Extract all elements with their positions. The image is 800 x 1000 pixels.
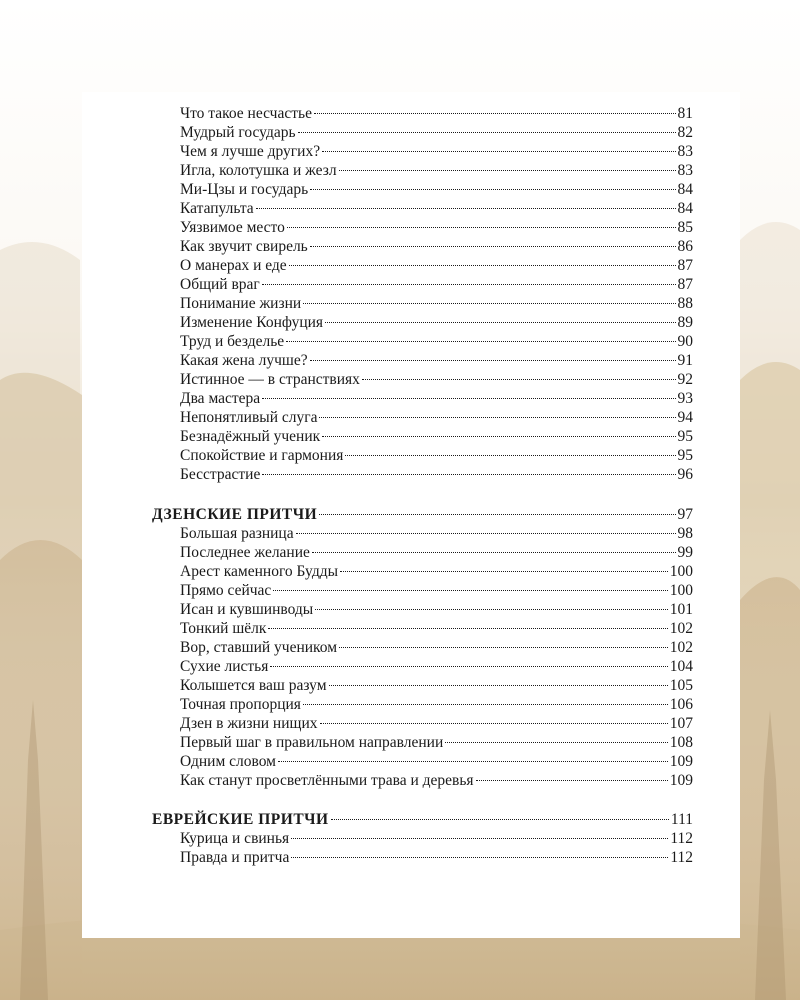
toc-entry-page: 90 xyxy=(677,333,693,350)
toc-entry[interactable] xyxy=(180,428,693,446)
section-title: ЕВРЕЙСКИЕ ПРИТЧИ xyxy=(152,811,329,828)
toc-entry[interactable] xyxy=(180,466,693,484)
toc-entry-page: 82 xyxy=(677,124,693,141)
toc-entry-title: Правда и притча xyxy=(180,849,290,866)
toc-entry-title: Одним словом xyxy=(180,753,276,770)
toc-entry[interactable] xyxy=(180,333,693,351)
toc-entry-title: Точная пропорция xyxy=(180,696,301,713)
toc-entry-title: О манерах и еде xyxy=(180,257,287,274)
toc-entry[interactable] xyxy=(180,447,693,465)
toc-entry[interactable] xyxy=(180,772,693,790)
toc-entry[interactable] xyxy=(180,601,693,619)
toc-entry[interactable] xyxy=(180,314,693,332)
toc-entry[interactable] xyxy=(180,544,693,562)
leader-dots xyxy=(320,723,668,724)
toc-entry-title: Последнее желание xyxy=(180,544,310,561)
toc-entry-page: 100 xyxy=(669,563,693,580)
leader-dots xyxy=(291,857,668,858)
toc-section-zen[interactable] xyxy=(152,506,693,524)
toc-entry-title: Первый шаг в правильном направлении xyxy=(180,734,444,751)
toc-entry[interactable] xyxy=(180,105,693,123)
toc-entry-page: 86 xyxy=(677,238,693,255)
toc-entry[interactable] xyxy=(180,295,693,313)
leader-dots xyxy=(476,780,668,781)
leader-dots xyxy=(270,666,667,667)
toc-entry-page: 101 xyxy=(669,601,693,618)
toc-entry-page: 112 xyxy=(670,830,693,847)
toc-entry-page: 87 xyxy=(677,257,693,274)
toc-entry-title: Большая разница xyxy=(180,525,294,542)
toc-entry[interactable] xyxy=(180,200,693,218)
toc-entry-title: Вор, ставший учеником xyxy=(180,639,338,656)
toc-entry-page: 92 xyxy=(677,371,693,388)
toc-entry-page: 91 xyxy=(677,352,693,369)
toc-section-jewish[interactable] xyxy=(152,811,693,829)
toc-entry-title: Безнадёжный ученик xyxy=(180,428,321,445)
toc-entry[interactable] xyxy=(180,352,693,370)
toc-entry-title: Мудрый государь xyxy=(180,124,296,141)
toc-entry-page: 81 xyxy=(677,105,693,122)
section-title: ДЗЕНСКИЕ ПРИТЧИ xyxy=(152,506,318,523)
toc-entry-page: 84 xyxy=(677,200,693,217)
toc-entry-page: 88 xyxy=(677,295,693,312)
toc-entry-title: Сухие листья xyxy=(180,658,269,675)
leader-dots xyxy=(273,590,667,591)
toc-entry-title: Как станут просветлёнными трава и деревья xyxy=(180,772,474,789)
leader-dots xyxy=(319,417,675,418)
toc-entry-page: 104 xyxy=(669,658,693,675)
toc-entry[interactable] xyxy=(180,238,693,256)
toc-entry-page: 99 xyxy=(677,544,693,561)
leader-dots xyxy=(345,455,675,456)
leader-dots xyxy=(331,819,669,820)
toc-entry[interactable] xyxy=(180,715,693,733)
toc-entry-page: 95 xyxy=(677,447,693,464)
leader-dots xyxy=(291,838,668,839)
leader-dots xyxy=(322,151,675,152)
toc-entry[interactable] xyxy=(180,124,693,142)
leader-dots xyxy=(296,533,676,534)
section-page: 111 xyxy=(670,811,693,828)
leader-dots xyxy=(310,189,675,190)
toc-entry-page: 87 xyxy=(677,276,693,293)
leader-dots xyxy=(322,436,675,437)
toc-entry[interactable] xyxy=(180,830,693,848)
toc-entry-title: Колышется ваш разум xyxy=(180,677,327,694)
toc-entry[interactable] xyxy=(180,525,693,543)
leader-dots xyxy=(262,398,675,399)
toc-entry[interactable] xyxy=(180,390,693,408)
toc-entry-title: Чем я лучше других? xyxy=(180,143,321,160)
toc-entry-title: Прямо сейчас xyxy=(180,582,272,599)
leader-dots xyxy=(340,571,668,572)
toc-entry-page: 96 xyxy=(677,466,693,483)
leader-dots xyxy=(362,379,676,380)
toc-entry-title: Игла, колотушка и жезл xyxy=(180,162,337,179)
leader-dots xyxy=(262,284,676,285)
leader-dots xyxy=(278,761,668,762)
toc-entry-page: 106 xyxy=(669,696,693,713)
leader-dots xyxy=(319,514,675,515)
toc-entry[interactable] xyxy=(180,219,693,237)
toc-entry-page: 108 xyxy=(669,734,693,751)
leader-dots xyxy=(303,704,668,705)
leader-dots xyxy=(310,246,676,247)
toc-entry[interactable] xyxy=(180,371,693,389)
leader-dots xyxy=(314,113,676,114)
toc-entry-title: Общий враг xyxy=(180,276,260,293)
leader-dots xyxy=(339,170,676,171)
toc-entry-title: Понимание жизни xyxy=(180,295,302,312)
leader-dots xyxy=(445,742,667,743)
toc-entry-page: 112 xyxy=(670,849,693,866)
toc-entry-page: 109 xyxy=(669,753,693,770)
leader-dots xyxy=(325,322,675,323)
toc-entry[interactable] xyxy=(180,658,693,676)
toc-entry-title: Непонятливый слуга xyxy=(180,409,318,426)
toc-entry-title: Уязвимое место xyxy=(180,219,285,236)
toc-entry-title: Дзен в жизни нищих xyxy=(180,715,318,732)
toc-entry[interactable] xyxy=(180,257,693,275)
leader-dots xyxy=(339,647,668,648)
toc-entry-page: 83 xyxy=(677,143,693,160)
toc-entry[interactable] xyxy=(180,620,693,638)
toc-entry[interactable] xyxy=(180,409,693,427)
toc-entry-title: Истинное — в странствиях xyxy=(180,371,360,388)
toc-entry-title: Курица и свинья xyxy=(180,830,290,847)
toc-entry-page: 85 xyxy=(677,219,693,236)
toc-entry-page: 83 xyxy=(677,162,693,179)
leader-dots xyxy=(262,474,675,475)
section-page: 97 xyxy=(677,506,693,523)
toc-entry-page: 98 xyxy=(677,525,693,542)
toc-entry-title: Что такое несчастье xyxy=(180,105,312,122)
leader-dots xyxy=(310,360,676,361)
toc-entry-page: 95 xyxy=(677,428,693,445)
toc-entry-page: 89 xyxy=(677,314,693,331)
leader-dots xyxy=(315,609,668,610)
toc-entry-title: Изменение Конфуция xyxy=(180,314,324,331)
leader-dots xyxy=(298,132,676,133)
toc-entry-title: Два мастера xyxy=(180,390,261,407)
toc-entry-page: 102 xyxy=(669,639,693,656)
toc-entry-page: 105 xyxy=(669,677,693,694)
toc-entry-title: Труд и безделье xyxy=(180,333,285,350)
toc-entry[interactable] xyxy=(180,639,693,657)
toc-entry-page: 109 xyxy=(669,772,693,789)
toc-entry-title: Ми-Цзы и государь xyxy=(180,181,309,198)
toc-entry[interactable] xyxy=(180,696,693,714)
leader-dots xyxy=(303,303,675,304)
toc-entry-title: Бесстрастие xyxy=(180,466,261,483)
toc-entry[interactable] xyxy=(180,181,693,199)
toc-entry-title: Спокойствие и гармония xyxy=(180,447,344,464)
toc-entry-title: Исан и кувшинводы xyxy=(180,601,314,618)
toc-entry[interactable] xyxy=(180,849,693,867)
toc-entry-title: Катапульта xyxy=(180,200,254,217)
leader-dots xyxy=(286,341,675,342)
toc-entry-page: 100 xyxy=(669,582,693,599)
toc-entry[interactable] xyxy=(180,276,693,294)
toc-entry[interactable] xyxy=(180,677,693,695)
leader-dots xyxy=(256,208,676,209)
leader-dots xyxy=(268,628,667,629)
toc-entry[interactable] xyxy=(180,753,693,771)
toc-entry[interactable] xyxy=(180,143,693,161)
leader-dots xyxy=(289,265,676,266)
toc-entry[interactable] xyxy=(180,162,693,180)
toc-entry-page: 94 xyxy=(677,409,693,426)
toc-entry-page: 93 xyxy=(677,390,693,407)
toc-entry-title: Тонкий шёлк xyxy=(180,620,267,637)
toc-entry[interactable] xyxy=(180,563,693,581)
toc-entry[interactable] xyxy=(180,582,693,600)
toc-entry-page: 107 xyxy=(669,715,693,732)
leader-dots xyxy=(312,552,676,553)
toc-entry-page: 102 xyxy=(669,620,693,637)
leader-dots xyxy=(329,685,668,686)
toc-entry-title: Как звучит свирель xyxy=(180,238,308,255)
toc-entry-title: Какая жена лучше? xyxy=(180,352,308,369)
toc-entry-title: Арест каменного Будды xyxy=(180,563,339,580)
toc-entry-page: 84 xyxy=(677,181,693,198)
leader-dots xyxy=(287,227,676,228)
toc-entry[interactable] xyxy=(180,734,693,752)
